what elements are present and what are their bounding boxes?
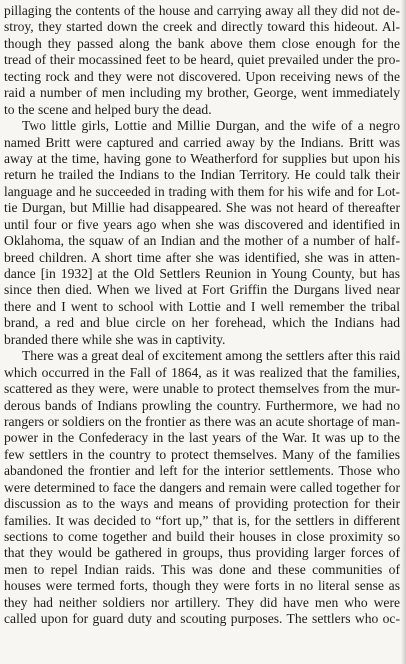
text-line: discussion as to the ways and means of providing protection for their <box>4 496 400 512</box>
text-line: sections to come together and build their houses in close proximity so <box>4 529 400 544</box>
text-line: Two little girls, Lottie and Millie Durgan, and the wife of a negro <box>22 118 400 134</box>
text-line: since then died. When we lived at Fort Griffin the Durgans lived near <box>4 282 400 298</box>
text-line: power in the Confederacy in the last years of the War. It was up to the <box>4 430 400 446</box>
text-line: named Britt were captured and carried away by the Indians. Britt was <box>4 134 400 150</box>
text-line: were determined to face the dangers and remain were called together for <box>4 479 400 495</box>
text-line: men to repel Indian raids. This was done and these communities of <box>4 561 400 577</box>
text-line: abandoned the frontier and left for the interior settlements. Those who <box>4 463 400 479</box>
text-line: though they passed along the bank above them close enough for the <box>4 35 400 51</box>
text-line: tie Durgan, but Millie had disappeared. She was not heard of thereafter <box>4 200 400 216</box>
text-line: scattered as they were, were unable to protect themselves from the mur- <box>4 381 400 397</box>
text-line: tecting rock and they were not discovered. Upon receiving news of the <box>4 68 400 84</box>
text-line: families. It was decided to “fort up,” that is, for the settlers in different <box>4 512 400 528</box>
text-line: that they would be gathered in groups, thus providing larger forces of <box>4 545 400 561</box>
text-line: language and he succeeded in trading with them for his wife and for Lot- <box>4 183 400 199</box>
text-line: raid a number of men including my brother, George, went immediately <box>4 85 400 101</box>
text-line: few settlers in the country to protect themselves. Many of the families <box>4 446 400 462</box>
text-line: rangers or soldiers on the frontier as there was an acute shortage of man- <box>4 413 400 429</box>
text-line: branded there while she was in captivity. <box>4 331 226 347</box>
text-line: brand, a red and blue circle on her forehead, which the Indians had <box>4 315 400 331</box>
text-line: tread of their mocassined feet to be heard, quiet prevailed under the pro- <box>4 52 400 68</box>
text-line: houses were termed forts, though they were forts in no literal sense as <box>4 578 400 594</box>
text-line: breed children. A short time after she was identified, she was in atten- <box>4 249 400 265</box>
paragraph-3 <box>4 348 400 627</box>
text-line: pillaging the contents of the house and carrying away all they did not de- <box>4 3 400 18</box>
text-line: return he trailed the Indians to the Indian Territory. He could talk their <box>4 167 400 183</box>
text-line: Oklahoma, the squaw of an Indian and the mother of a number of half- <box>4 233 400 249</box>
text-line: until four or five years ago when she was discovered and identified in <box>4 216 400 232</box>
text-line: there and I went to school with Lottie and I well remember the tribal <box>4 298 400 314</box>
paragraph-1 <box>4 3 400 118</box>
text-line: derous bands of Indians prowling the country. Furthermore, we had no <box>4 397 400 413</box>
page-gutter-shadow <box>401 0 406 664</box>
text-line: away at the time, having gone to Weatherford for supplies but upon his <box>4 150 400 166</box>
text-line: dance [in 1932] at the Old Settlers Reunion in Young County, but has <box>4 266 400 281</box>
body-text <box>4 3 400 628</box>
text-line: to the scene and helped bury the dead. <box>4 101 212 117</box>
text-line: called upon for guard duty and scouting purposes. The settlers who oc- <box>4 611 400 627</box>
paragraph-2 <box>4 118 400 348</box>
text-line: which occurred in the Fall of 1864, as it was realized that the families, <box>4 364 400 380</box>
text-line: stroy, they started down the creek and directly toward this hideout. Al- <box>4 19 400 35</box>
text-line: they had neither soldiers nor artillery. They did have men who were <box>4 594 400 610</box>
text-line: There was a great deal of excitement among the settlers after this raid <box>22 348 401 364</box>
